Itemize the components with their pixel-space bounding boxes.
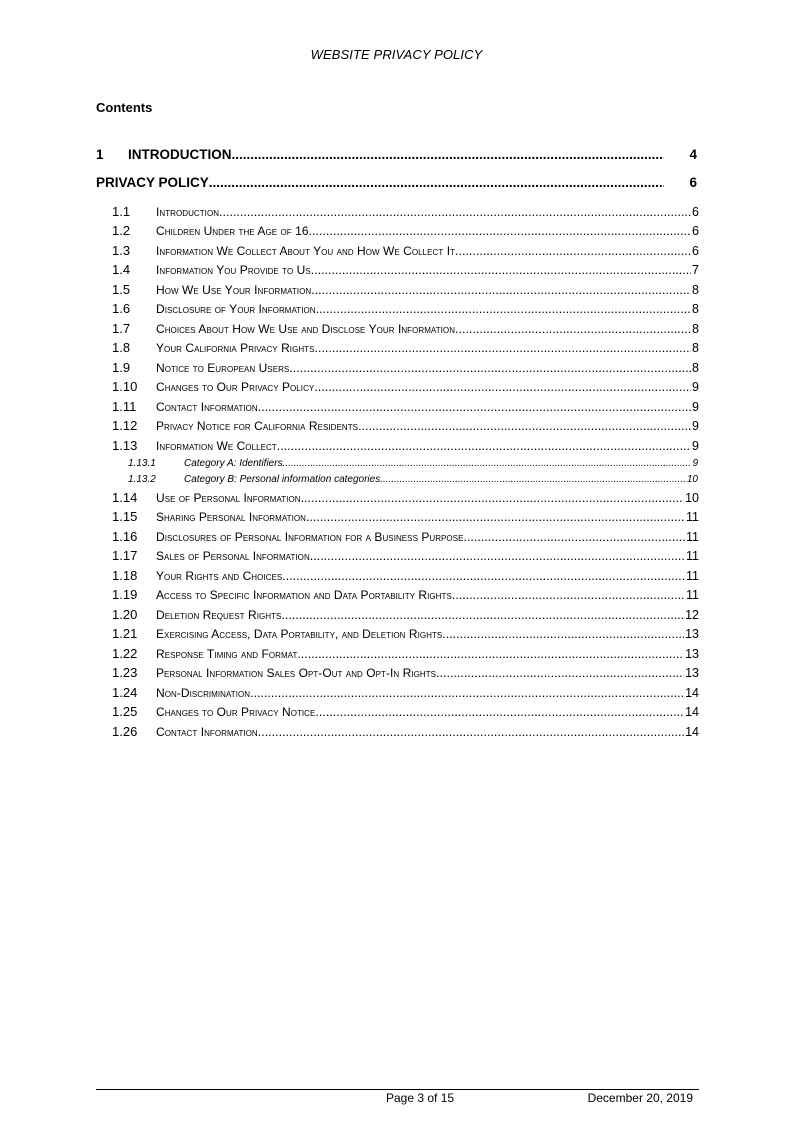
toc-entry-1-17[interactable] <box>112 548 699 563</box>
toc-entry-number: 1.22 <box>112 646 138 661</box>
toc-entry-1-2[interactable] <box>112 223 699 238</box>
toc-entry-number: 1.6 <box>112 301 131 316</box>
toc-entry-page: 13 <box>685 647 699 661</box>
toc-entry-title: Changes to Our Privacy Notice <box>156 705 316 719</box>
toc-entry-number: 1.1 <box>112 204 131 219</box>
toc-dot-leader <box>452 588 685 602</box>
toc-entry-1-4[interactable] <box>112 262 699 277</box>
toc-entry-introduction[interactable] <box>96 147 697 162</box>
toc-entry-title: Privacy Notice for California Residents <box>156 419 359 433</box>
toc-entry-page: 9 <box>692 380 699 394</box>
toc-entry-page: 11 <box>686 530 699 544</box>
toc-entry-1-8[interactable] <box>112 340 699 355</box>
toc-dot-leader <box>314 263 691 277</box>
toc-entry-1-10[interactable] <box>112 379 699 394</box>
toc-entry-page: 8 <box>692 283 699 297</box>
toc-dot-leader <box>258 400 691 414</box>
toc-entry-page: 9 <box>692 400 699 414</box>
toc-dot-leader <box>315 341 692 355</box>
toc-entry-1-1[interactable] <box>112 204 699 219</box>
toc-entry-number: 1.11 <box>112 399 137 414</box>
toc-dot-leader <box>316 302 691 316</box>
toc-entry-number: 1.17 <box>112 548 138 563</box>
toc-entry-page: 11 <box>686 569 699 583</box>
toc-entry-number: 1.14 <box>112 490 138 505</box>
toc-dot-leader <box>455 322 691 336</box>
toc-entry-page: 6 <box>692 224 699 238</box>
toc-entry-1-22[interactable] <box>112 646 699 661</box>
toc-dot-leader <box>315 705 684 719</box>
toc-entry-page: 8 <box>692 302 699 316</box>
toc-entry-page: 11 <box>686 510 699 524</box>
toc-entry-title: Access to Specific Information and Data Portability Rights <box>156 588 452 602</box>
toc-entry-number: 1.10 <box>112 379 138 394</box>
toc-entry-title: Deletion Request Rights <box>156 608 282 622</box>
toc-entry-number: 1.9 <box>112 360 131 375</box>
toc-entry-page: 13 <box>685 666 699 680</box>
toc-dot-leader <box>281 608 684 622</box>
toc-entry-title: Disclosures of Personal Information for a Business Purpose <box>156 530 464 544</box>
toc-entry-title: Your California Privacy Rights <box>156 341 315 355</box>
toc-entry-number: 1.24 <box>112 685 138 700</box>
toc-entry-title: Exercising Access, Data Portability, and Deletion Rights <box>156 627 443 641</box>
toc-entry-title: Category A: Identifiers <box>184 458 283 469</box>
footer-date: December 20, 2019 <box>587 1091 693 1105</box>
toc-entry-title: Contact Information <box>156 400 258 414</box>
contents-heading: Contents <box>96 100 153 115</box>
toc-entry-page: 10 <box>685 491 699 505</box>
toc-entry-page: 12 <box>685 608 699 622</box>
toc-entry-number: 1.3 <box>112 243 131 258</box>
toc-entry-title: Contact Information <box>156 725 258 739</box>
toc-dot-leader <box>463 530 685 544</box>
toc-dot-leader <box>283 458 692 469</box>
toc-entry-title: Introduction <box>156 205 220 219</box>
toc-entry-privacy-policy[interactable] <box>96 175 697 190</box>
toc-entry-1-6[interactable] <box>112 301 699 316</box>
toc-entry-1-20[interactable] <box>112 607 699 622</box>
toc-entry-number: 1 <box>96 147 104 162</box>
toc-entry-page: 14 <box>685 725 699 739</box>
toc-entry-title: Response Timing and Format. <box>156 647 301 661</box>
toc-dot-leader <box>311 283 691 297</box>
toc-entry-number: 1.26 <box>112 724 138 739</box>
toc-entry-title: Use of Personal Information <box>156 491 301 505</box>
toc-entry-number: 1.20 <box>112 607 138 622</box>
toc-dot-leader <box>258 725 684 739</box>
toc-dot-leader <box>232 147 665 162</box>
toc-dot-leader <box>314 380 691 394</box>
toc-entry-1-12[interactable] <box>112 418 699 433</box>
toc-entry-1-9[interactable] <box>112 360 699 375</box>
toc-entry-1-5[interactable] <box>112 282 699 297</box>
toc-entry-number: 1.7 <box>112 321 131 336</box>
toc-entry-1-13[interactable] <box>112 438 699 453</box>
toc-entry-1-26[interactable] <box>112 724 699 739</box>
toc-entry-title: How We Use Your Information <box>156 283 312 297</box>
toc-dot-leader <box>301 491 685 505</box>
toc-dot-leader <box>306 510 685 524</box>
toc-entry-title: Information We Collect About You and How We Collect It <box>156 244 456 258</box>
toc-dot-leader <box>455 244 691 258</box>
toc-entry-1-24[interactable] <box>112 685 699 700</box>
toc-entry-page: 9 <box>692 458 698 469</box>
toc-entry-1-18[interactable] <box>112 568 699 583</box>
toc-entry-title: Children Under the Age of 16 <box>156 224 309 238</box>
toc-entry-page: 8 <box>692 341 699 355</box>
toc-dot-leader <box>301 647 684 661</box>
toc-entry-number: 1.18 <box>112 568 138 583</box>
toc-entry-number: 1.13.1 <box>128 458 156 469</box>
toc-dot-leader <box>358 419 691 433</box>
toc-entry-number: 1.2 <box>112 223 131 238</box>
toc-entry-page: 10 <box>686 474 698 485</box>
toc-dot-leader <box>383 474 686 485</box>
toc-entry-title: Information You Provide to Us. <box>156 263 315 277</box>
toc-entry-1-23[interactable] <box>112 665 699 680</box>
toc-entry-number: 1.12 <box>112 418 138 433</box>
toc-entry-number: 1.25 <box>112 704 138 719</box>
toc-entry-1-11[interactable] <box>112 399 699 414</box>
toc-entry-page: 8 <box>692 322 699 336</box>
toc-entry-title: PRIVACY POLICY <box>96 175 209 190</box>
toc-dot-leader <box>310 549 685 563</box>
page-number: Page 3 of 15 <box>386 1091 455 1105</box>
toc-entry-page: 7 <box>692 263 699 277</box>
toc-entry-number: 1.8 <box>112 340 131 355</box>
toc-dot-leader <box>209 175 664 190</box>
toc-entry-title: Your Rights and Choices. <box>156 569 286 583</box>
toc-entry-number: 1.15 <box>112 509 138 524</box>
toc-entry-number: 1.4 <box>112 262 131 277</box>
toc-entry-page: 6 <box>689 175 697 190</box>
toc-entry-1-16[interactable] <box>112 529 699 544</box>
toc-entry-number: 1.5 <box>112 282 131 297</box>
toc-dot-leader <box>253 686 684 700</box>
toc-entry-page: 6 <box>692 244 699 258</box>
toc-entry-page: 8 <box>692 361 699 375</box>
toc-entry-title: INTRODUCTION <box>128 147 232 162</box>
toc-entry-page: 13 <box>685 627 699 641</box>
footer-divider <box>96 1089 699 1090</box>
running-header: WEBSITE PRIVACY POLICY <box>310 47 483 62</box>
toc-dot-leader <box>289 361 691 375</box>
toc-dot-leader <box>286 569 685 583</box>
toc-entry-page: 11 <box>686 588 699 602</box>
toc-entry-page: 9 <box>692 419 699 433</box>
toc-entry-number: 1.13 <box>112 438 138 453</box>
toc-entry-1-14[interactable] <box>112 490 699 505</box>
toc-dot-leader <box>442 627 684 641</box>
toc-entry-title: Category B: Personal information categories. <box>184 474 383 485</box>
toc-entry-page: 9 <box>692 439 699 453</box>
toc-entry-1-3[interactable] <box>112 243 699 258</box>
toc-entry-title: Notice to European Users <box>156 361 290 375</box>
toc-entry-page: 11 <box>686 549 699 563</box>
toc-entry-title: Non-Discrimination. <box>156 686 254 700</box>
toc-entry-page: 6 <box>692 205 699 219</box>
toc-entry-title: Changes to Our Privacy Policy <box>156 380 315 394</box>
toc-entry-title: Choices About How We Use and Disclose Your Information <box>156 322 456 336</box>
toc-dot-leader <box>219 205 691 219</box>
toc-entry-1-25[interactable] <box>112 704 699 719</box>
toc-dot-leader <box>277 439 691 453</box>
toc-entry-1-19[interactable] <box>112 587 699 602</box>
toc-entry-page: 14 <box>685 705 699 719</box>
toc-entry-number: 1.19 <box>112 587 138 602</box>
toc-dot-leader <box>436 666 684 680</box>
toc-entry-1-21[interactable] <box>112 626 699 641</box>
toc-entry-number: 1.13.2 <box>128 474 156 485</box>
toc-entry-title: Sharing Personal Information <box>156 510 306 524</box>
toc-entry-title: Personal Information Sales Opt-Out and Opt-In Rights <box>156 666 437 680</box>
toc-entry-page: 4 <box>689 147 697 162</box>
toc-entry-1-13-2[interactable] <box>128 474 698 485</box>
toc-entry-title: Sales of Personal Information <box>156 549 310 563</box>
toc-entry-1-13-1[interactable] <box>128 458 698 469</box>
toc-entry-1-7[interactable] <box>112 321 699 336</box>
toc-entry-number: 1.21 <box>112 626 138 641</box>
toc-entry-page: 14 <box>685 686 699 700</box>
toc-entry-number: 1.23 <box>112 665 138 680</box>
toc-entry-number: 1.16 <box>112 529 138 544</box>
toc-entry-1-15[interactable] <box>112 509 699 524</box>
toc-entry-title: Disclosure of Your Information <box>156 302 316 316</box>
toc-entry-title: Information We Collect <box>156 439 277 453</box>
toc-dot-leader <box>309 224 692 238</box>
